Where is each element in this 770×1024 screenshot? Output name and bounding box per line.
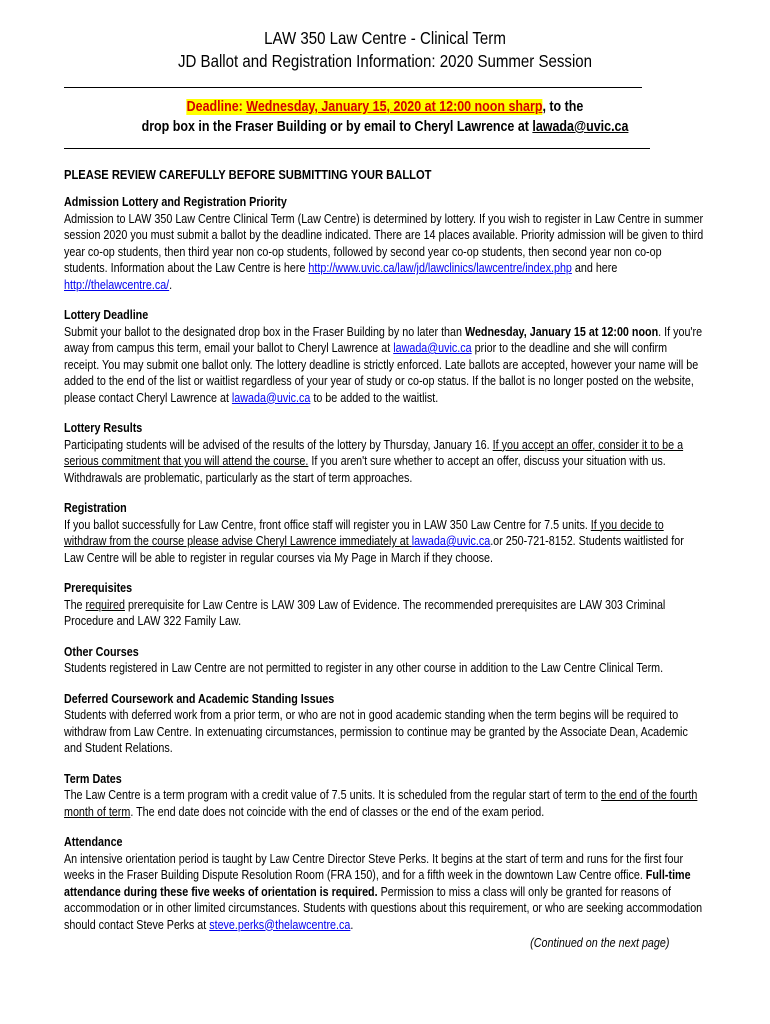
section-heading-deferred: Deferred Coursework and Academic Standing Issues (64, 691, 335, 706)
lottery-results-text: Participating students will be advised of the results of the lottery by Thursday, January 16. (64, 437, 493, 452)
deadline-suffix: , to the (542, 99, 584, 115)
section-heading-lottery-deadline: Lottery Deadline (64, 308, 149, 322)
divider-bottom (64, 148, 650, 149)
lottery-deadline-text-4: to be added to the waitlist. (310, 390, 439, 405)
lottery-results-text-2: If you aren't sure whether to accept an offer, discuss your situation with us. Withdrawals are problematic, particularly as the start of term approaches. (64, 454, 666, 485)
prerequisites-required: required (85, 597, 125, 612)
section-heading-admission: Admission Lottery and Registration Priority (64, 195, 287, 209)
attendance-text-3: . (350, 917, 354, 932)
section-heading-term-dates: Term Dates (64, 771, 122, 786)
section-text-registration (64, 517, 704, 567)
attendance-text: An intensive orientation period is taught by Law Centre Director Steve Perks. It begins at the start of term and runs for the first four weeks in the Fraser Building Dispute Resolution Room (FRA 150), and for a fifth week in the downtown Law Centre office. (64, 851, 684, 882)
deadline-highlight (187, 99, 543, 115)
admission-text: Admission to LAW 350 Law Centre Clinical Term (Law Centre) is determined by lottery. If you wish to register in Law Centre in summer session 2020 you must submit a ballot by the deadline indicated. There are 14 places available. Priority admission will be given to third year co-op students, then third year non co-op students, followed by second year co-op students, then second year non co-op students. Information about the Law Centre is here (64, 211, 704, 275)
email-link[interactable]: lawada@uvic.ca (231, 390, 311, 405)
section-heading-registration: Registration (64, 501, 127, 515)
term-dates-text-2: . The end date does not coincide with the end of classes or the end of the exam period. (130, 804, 545, 819)
lottery-deadline-text-3: prior to the deadline and she will confirm receipt. You may submit one ballot only. The lottery deadline is strictly enforced. Late ballots are accepted, however your name will be added to the end of the list or waitlist regardless of your year of study or co-op status. If the ballot is no longer posted on the website, please contact Cheryl Lawrence at (64, 341, 699, 405)
lottery-deadline-text: Submit your ballot to the designated drop box in the Fraser Building by no later than (64, 324, 465, 339)
deadline-line (54, 97, 716, 117)
deadline-prefix: Deadline: (186, 99, 247, 115)
section-heading-lottery-results: Lottery Results (64, 421, 143, 435)
dropbox-line (54, 117, 716, 137)
email-link[interactable]: steve.perks@thelawcentre.ca (209, 917, 351, 932)
section-heading-attendance: Attendance (64, 835, 123, 849)
registration-withdraw-note: If you decide to withdraw from the course please advise Cheryl Lawrence immediately at (64, 517, 664, 548)
section-text-lottery-results (64, 437, 704, 487)
deadline-date: Wednesday, January 15, 2020 at 12:00 noon sharp (246, 99, 543, 115)
admission-text-3: . (169, 277, 173, 292)
section-text-deferred: Students with deferred work from a prior term, or who are not in good academic standing when the term begins will be required to withdraw from Law Centre. In extenuating circumstances, permission to continue may be granted by the Associate Dean, Academic and Student Relations. (64, 708, 688, 755)
thelawcentre-link[interactable]: http://thelawcentre.ca/ (64, 277, 170, 292)
term-dates-text: The Law Centre is a term program with a credit value of 7.5 units. It is scheduled from the regular start of term to (64, 788, 602, 802)
document-title: LAW 350 Law Centre - Clinical Term (264, 28, 506, 48)
dropbox-text: drop box in the Fraser Building or by email to Cheryl Lawrence at (141, 119, 533, 135)
admission-text-2: and here (571, 261, 618, 275)
review-notice: PLEASE REVIEW CAREFULLY BEFORE SUBMITTING YOUR BALLOT (64, 167, 432, 182)
attendance-text-2: Permission to miss a class will only be granted for reasons of accommodation or in other limited circumstances. Students with questions about this requirement, or who are seeking accommodation should contact Steve Perks at (64, 884, 703, 932)
lottery-deadline-date: Wednesday, January 15 at 12:00 noon (464, 324, 659, 339)
prerequisites-text: The (64, 597, 86, 612)
email-link[interactable]: lawada@uvic.ca (393, 341, 472, 355)
section-text-prerequisites (64, 597, 704, 630)
lottery-deadline-text-2: . If you're away from campus this term, email your ballot to Cheryl Lawrence at (64, 324, 703, 355)
section-text-term-dates (64, 787, 704, 820)
lottery-results-commitment: If you accept an offer, consider it to be a serious commitment that you will attend the course. (64, 437, 684, 468)
term-dates-end: the end of the fourth month of term (64, 788, 698, 819)
document-subtitle: JD Ballot and Registration Information: 2020 Summer Session (177, 51, 593, 71)
section-heading-prerequisites: Prerequisites (64, 581, 133, 595)
section-text-other-courses: Students registered in Law Centre are not permitted to register in any other course in addition to the Law Centre Clinical Term. (64, 661, 664, 675)
email-link[interactable]: lawada@uvic.ca (411, 534, 491, 548)
attendance-required: Full-time attendance during these five weeks of orientation is required. (64, 868, 691, 899)
divider-top (64, 87, 642, 88)
section-text-admission (64, 211, 704, 294)
law-centre-link[interactable]: http://www.uvic.ca/law/jd/lawclinics/lawcentre/index.php (308, 261, 572, 275)
section-text-lottery-deadline (64, 324, 704, 407)
registration-text-2: .or 250-721-8152. Students waitlisted for Law Centre will be able to register in regular courses via My Page in March if they choose. (64, 534, 684, 565)
section-heading-other-courses: Other Courses (64, 644, 139, 659)
prerequisites-text-2: prerequisite for Law Centre is LAW 309 Law of Evidence. The recommended prerequisites are LAW 303 Criminal Procedure and LAW 322 Family Law. (64, 597, 666, 628)
continued-note: (Continued on the next page) (530, 936, 670, 950)
section-text-attendance (64, 851, 704, 934)
document-body (64, 166, 704, 952)
registration-text: If you ballot successfully for Law Centre, front office staff will register you in LAW 350 Law Centre for 7.5 units. (64, 517, 591, 532)
dropbox-email: lawada@uvic.ca (532, 119, 629, 135)
